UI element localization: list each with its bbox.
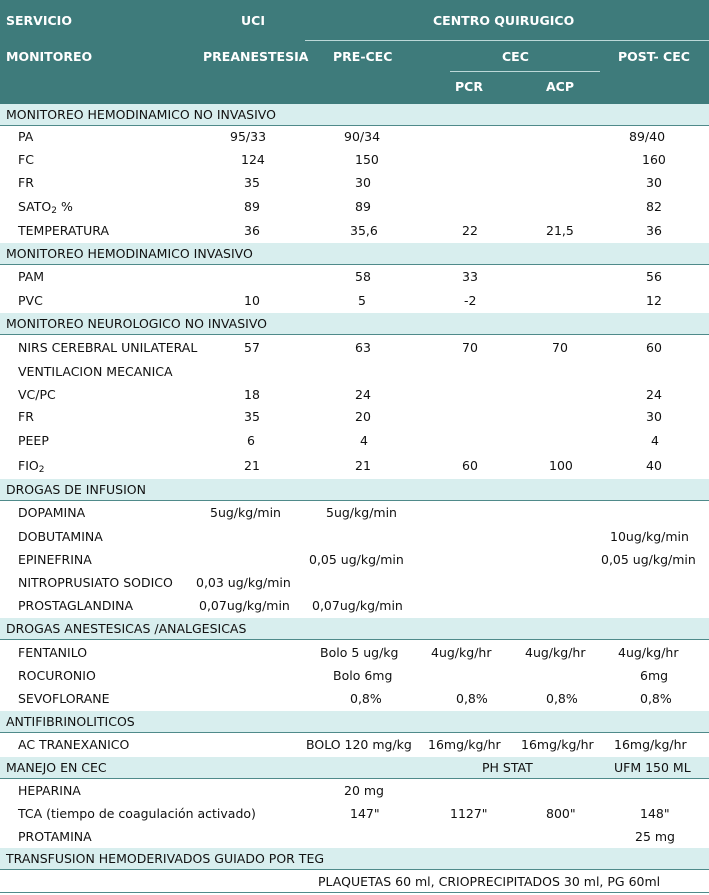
row-label: FENTANILO [18, 645, 88, 660]
cell-pre-cec: 5 [358, 293, 366, 308]
section-drogas-infusion [0, 479, 709, 501]
cell-uci: 35 [244, 175, 260, 190]
cell-uci: 0,07ug/kg/min [199, 598, 290, 613]
cell-uci: 0,03 ug/kg/min [196, 575, 291, 590]
cell-acp: 16mg/kg/hr [521, 737, 594, 752]
row-label: $FIO_2$ [18, 458, 45, 475]
table-row [0, 172, 709, 195]
cell-pcr: 60 [462, 458, 478, 473]
table-row [0, 734, 709, 757]
cell-acp: 800" [546, 806, 576, 821]
cell-pre-cec: 63 [355, 340, 371, 355]
cell-pre-cec: 147" [350, 806, 380, 821]
section-title: MONITOREO NEUROLOGICO NO INVASIVO [6, 316, 268, 331]
cell-pcr: 70 [462, 340, 478, 355]
cell-uci: 21 [244, 458, 260, 473]
cell-uci: 35 [244, 409, 260, 424]
cell-post-cec: 12 [646, 293, 662, 308]
row-label: HEPARINA [18, 783, 81, 798]
section-drogas-anestesicas [0, 618, 709, 640]
row-label: PVC [18, 293, 43, 308]
cell-pre-cec: Bolo 5 ug/kg [320, 645, 399, 660]
cell-post-cec: 16mg/kg/hr [614, 737, 687, 752]
table-row [0, 337, 709, 360]
table-row [0, 803, 709, 826]
row-label: TEMPERATURA [18, 223, 110, 238]
cell-pcr: 33 [462, 269, 478, 284]
cell-pre-cec: 4 [360, 433, 368, 448]
table-row [0, 526, 709, 549]
row-label: ROCURONIO [18, 668, 96, 683]
cell-post-cec: 25 mg [635, 829, 675, 844]
cell-post-cec: 30 [646, 409, 662, 424]
row-label: NIRS CEREBRAL UNILATERAL [18, 340, 198, 355]
cell-pre-cec: 20 mg [344, 783, 384, 798]
cell-post-cec: 30 [646, 175, 662, 190]
table-row [0, 266, 709, 289]
section-hemodinamico-invasivo [0, 243, 709, 265]
row-label: PAM [18, 269, 45, 284]
section-title: MONITOREO HEMODINAMICO INVASIVO [6, 246, 253, 261]
cell-post-cec: 148" [640, 806, 670, 821]
header-uci: UCI [241, 13, 265, 28]
header-acp: ACP [546, 79, 575, 94]
section-title: DROGAS ANESTESICAS /ANALGESICAS [6, 621, 247, 636]
row-label: $SATO_2$ % [18, 199, 73, 216]
header-centro-quirurgico: CENTRO QUIRUGICO [433, 13, 575, 28]
header-cec: CEC [502, 49, 529, 64]
cell-uci: 18 [244, 387, 260, 402]
table-row [0, 549, 709, 572]
cell-post-cec: 6mg [640, 668, 669, 683]
header-servicio: SERVICIO [6, 13, 72, 28]
cell-uci: 124 [241, 152, 265, 167]
cell-pre-cec: 5ug/kg/min [326, 505, 397, 520]
table-row [0, 430, 709, 453]
cell-uci: 6 [247, 433, 255, 448]
row-label: FC [18, 152, 34, 167]
cell-post-cec: 4ug/kg/hr [618, 645, 679, 660]
table-row [0, 688, 709, 711]
cell-post-cec: 89/40 [629, 129, 666, 144]
cell-pre-cec: 20 [355, 409, 371, 424]
cell-pre-cec: 0,8% [350, 691, 382, 706]
cell-pcr: 16mg/kg/hr [428, 737, 501, 752]
cell-post-cec: 4 [651, 433, 659, 448]
cell-pre-cec: 35,6 [350, 223, 378, 238]
cell-post-cec: 36 [646, 223, 662, 238]
row-label: DOPAMINA [18, 505, 86, 520]
cell-uci: 10 [244, 293, 260, 308]
transfusion-value: PLAQUETAS 60 ml, CRIOPRECIPITADOS 30 ml, PG 60ml [318, 874, 661, 889]
section-hemodinamico-no-invasivo [0, 104, 709, 126]
cell-post-cec: 56 [646, 269, 662, 284]
cell-post-cec: 10ug/kg/min [610, 529, 689, 544]
section-neurologico [0, 313, 709, 335]
header-cec-divider [450, 71, 600, 72]
row-label: EPINEFRINA [18, 552, 92, 567]
cell-pre-cec: 90/34 [344, 129, 381, 144]
row-label: FR [18, 409, 34, 424]
table-row [0, 872, 709, 892]
header-pre-cec: PRE-CEC [333, 49, 393, 64]
cell-post-cec: 24 [646, 387, 662, 402]
row-label: VENTILACION MECANICA [18, 364, 173, 379]
cell-pre-cec: BOLO 120 mg/kg [306, 737, 412, 752]
row-label: DOBUTAMINA [18, 529, 103, 544]
ufm-label: UFM 150 ML [614, 760, 691, 775]
table-row [0, 642, 709, 665]
table-row [0, 290, 709, 313]
section-antifibrinoliticos [0, 711, 709, 733]
table-row [0, 455, 709, 478]
header-divider [305, 40, 709, 41]
table-row [0, 361, 709, 384]
cell-post-cec: 82 [646, 199, 662, 214]
section-title: ANTIFIBRINOLITICOS [6, 714, 135, 729]
table-row [0, 826, 709, 849]
header-post-cec: POST- CEC [618, 49, 690, 64]
cell-acp: 0,8% [546, 691, 578, 706]
cell-pcr: 4ug/kg/hr [431, 645, 492, 660]
section-manejo-cec [0, 757, 709, 779]
cell-acp: 70 [552, 340, 568, 355]
row-label: PROSTAGLANDINA [18, 598, 134, 613]
table-row [0, 149, 709, 172]
table-header [0, 0, 709, 104]
cell-pre-cec: 21 [355, 458, 371, 473]
table-row [0, 595, 709, 618]
row-label: NITROPRUSIATO SODICO [18, 575, 173, 590]
section-title: MONITOREO HEMODINAMICO NO INVASIVO [6, 107, 276, 122]
header-monitoreo: MONITOREO [6, 49, 93, 64]
table-row [0, 126, 709, 149]
section-title: TRANSFUSION HEMODERIVADOS GUIADO POR TEG [6, 851, 325, 866]
row-label: PA [18, 129, 34, 144]
table-row [0, 384, 709, 407]
cell-post-cec: 40 [646, 458, 662, 473]
cell-pre-cec: 89 [355, 199, 371, 214]
section-transfusion [0, 848, 709, 870]
cell-acp: 100 [549, 458, 573, 473]
cell-uci: 89 [244, 199, 260, 214]
cell-pcr: -2 [464, 293, 477, 308]
cell-acp: 21,5 [546, 223, 574, 238]
table-row [0, 780, 709, 803]
row-label: SEVOFLORANE [18, 691, 110, 706]
cell-pre-cec: 150 [355, 152, 379, 167]
table-row [0, 665, 709, 688]
table-row [0, 502, 709, 525]
cell-pcr: 22 [462, 223, 478, 238]
cell-uci: 57 [244, 340, 260, 355]
cell-acp: 4ug/kg/hr [525, 645, 586, 660]
row-label: PEEP [18, 433, 49, 448]
cell-pre-cec: 30 [355, 175, 371, 190]
cell-pre-cec: Bolo 6mg [333, 668, 393, 683]
cell-pre-cec: 58 [355, 269, 371, 284]
cell-pcr: 0,8% [456, 691, 488, 706]
table-row [0, 406, 709, 429]
header-pcr: PCR [455, 79, 483, 94]
section-title: MANEJO EN CEC [6, 760, 107, 775]
cell-post-cec: 60 [646, 340, 662, 355]
row-label: AC TRANEXANICO [18, 737, 130, 752]
table-row [0, 196, 709, 219]
cell-uci: 5ug/kg/min [210, 505, 281, 520]
cell-post-cec: 0,05 ug/kg/min [601, 552, 696, 567]
ph-stat-label: PH STAT [482, 760, 533, 775]
table-row [0, 572, 709, 595]
cell-pre-cec: 0,07ug/kg/min [312, 598, 403, 613]
row-label: PROTAMINA [18, 829, 92, 844]
cell-pre-cec: 24 [355, 387, 371, 402]
row-label: VC/PC [18, 387, 56, 402]
table-bottom-rule [0, 892, 709, 893]
table-row [0, 220, 709, 243]
cell-post-cec: 0,8% [640, 691, 672, 706]
row-label: FR [18, 175, 34, 190]
header-preanestesia: PREANESTESIA [203, 49, 309, 64]
cell-pcr: 1127" [450, 806, 488, 821]
cell-uci: 36 [244, 223, 260, 238]
cell-post-cec: 160 [642, 152, 666, 167]
cell-uci: 95/33 [230, 129, 267, 144]
section-title: DROGAS DE INFUSION [6, 482, 146, 497]
row-label: TCA (tiempo de coagulación activado) [18, 806, 256, 821]
cell-pre-cec: 0,05 ug/kg/min [309, 552, 404, 567]
